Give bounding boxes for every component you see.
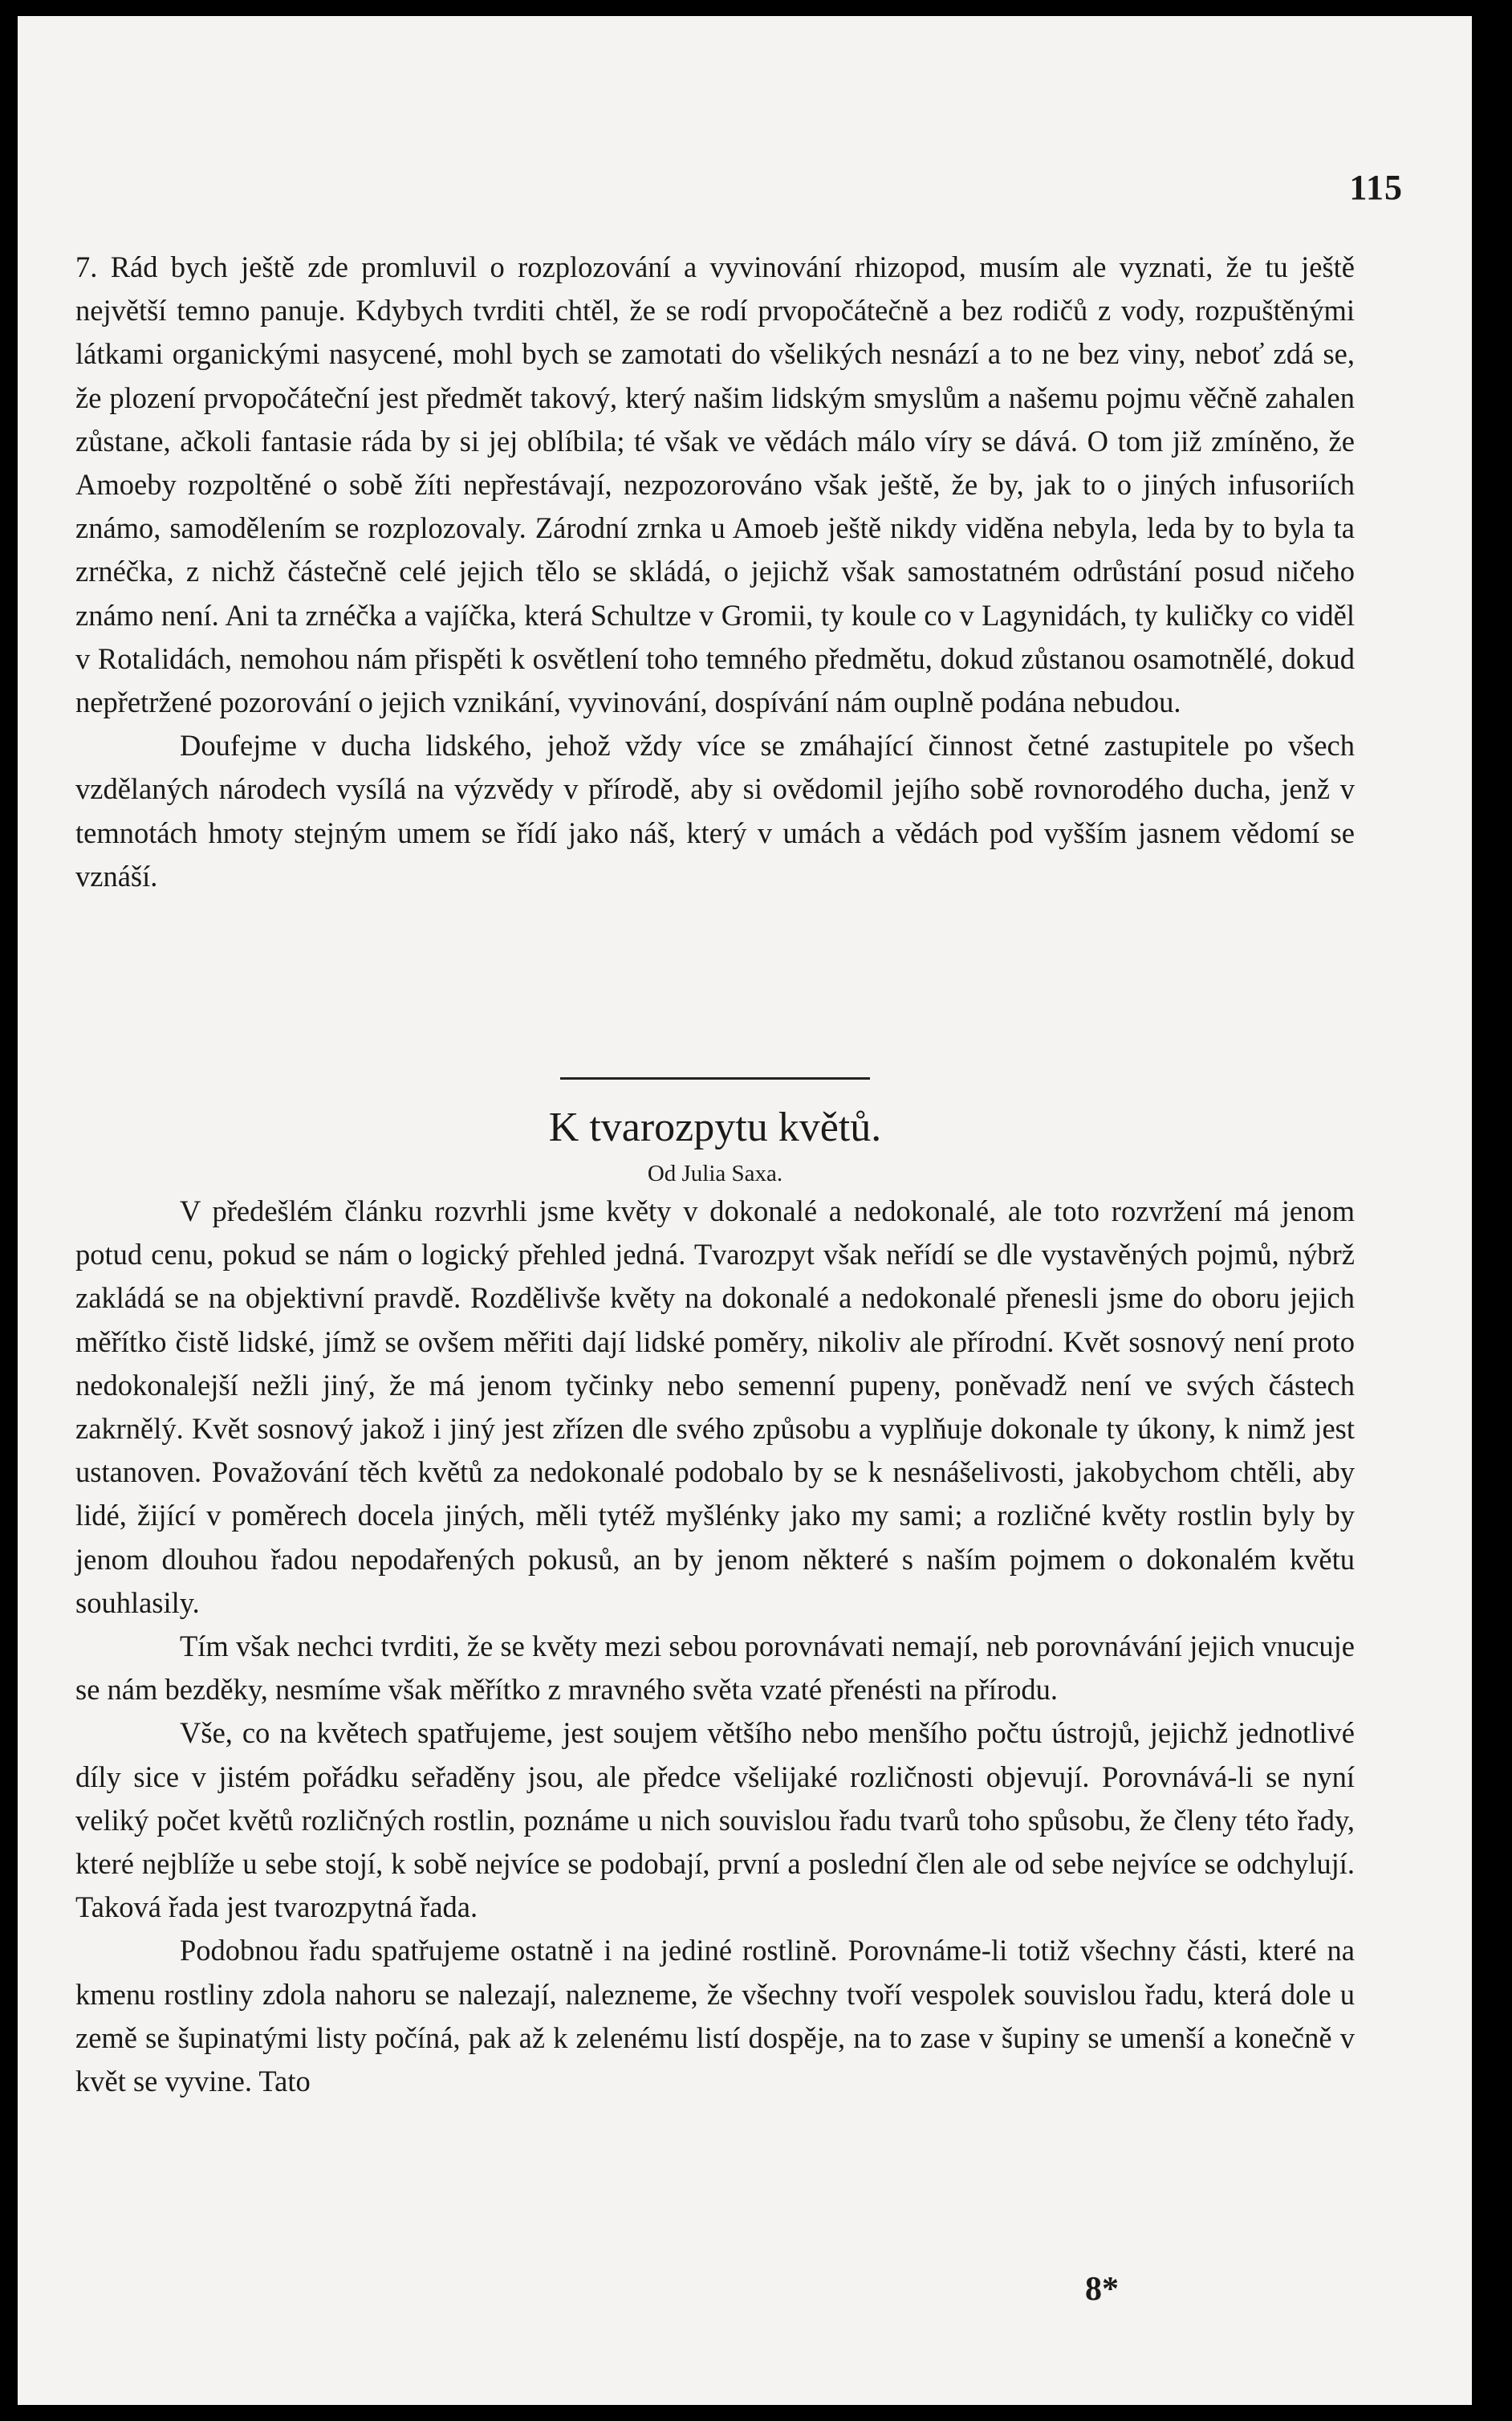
signature-mark: 8*: [1085, 2271, 1119, 2308]
paragraph: Vše, co na květech spatřujeme, jest soujem většího nebo menšího počtu ústrojů, jejichž jednotlivé díly sice v jistém pořádku seřaděny jsou, ale předce všelijaké rozličnosti objevují. Porovnává-li se nyní veliký počet květů rozličných rostlin, poznáme u nich souvislou řadu tvarů toho spůsobu, že členy této řady, které nejblíže u sebe stojí, k sobě nejvíce se podobají, první a poslední člen ale od sebe nejvíce se odchylují. Taková řada jest tvarozpytná řada.: [75, 1716, 1355, 1924]
paragraph: Doufejme v ducha lidského, jehož vždy více se zmáhající činnost četné zastupitele po všech vzdělaných národech vysílá na výzvědy v přírodě, aby si ovědomil jejího sobě rovnorodého ducha, jenž v temnotách hmoty stejným umem se řídí jako náš, který v umách a vědách pod vyšším jasnem vědomí se vznáší.: [75, 729, 1355, 893]
paragraph: Tím však nechci tvrditi, že se květy mezi sebou porovnávati nemají, neb porovnávání jejich vnucuje se nám bezděky, nesmíme však měřítko z mravného světa vzaté přenésti na přírodu.: [75, 1630, 1355, 1707]
scanned-page: [18, 16, 1472, 2405]
paragraph: Podobnou řadu spatřujeme ostatně i na jediné rostlině. Porovnáme-li totiž všechny části, které na kmenu rostliny zdola nahoru se nalezají, nalezneme, že všechny tvoří vespolek souvislou řadu, která dole u země se šupinatými listy počíná, pak až k zelenému listí dospěje, na to zase v šupiny se umenší a konečně v květ se vyvine. Tato: [75, 1934, 1355, 2098]
paragraph: V předešlém článku rozvrhli jsme květy v dokonalé a nedokonalé, ale toto rozvržení má jenom potud cenu, pokud se nám o logický přehled jedná. Tvarozpyt však neřídí se dle vystavěných pojmů, nýbrž zakládá se na objektivní pravdě. Rozdělivše květy na dokonalé a nedokonalé přenesli jsme do oboru jejich měřítko čistě lidské, jímž se ovšem měřiti dají lidské poměry, nikoliv ale přírodní. Květ sosnový není proto nedokonalejší nežli jiný, že má jenom tyčinky nebo semenní pupeny, poněvadž není ve svých částech zakrnělý. Květ sosnový jakož i jiný jest zřízen dle svého způsobu a vyplňuje dokonale ty úkony, k nimž jest ustanoven. Považování těch květů za nedokonalé podobalo by se k nesnášelivosti, jakobychom chtěli, aby lidé, žijící v poměrech docela jiných, měli tytéž myšlénky jako my sami; a rozličné květy rostlin byly by jenom dlouhou řadou nepodařených pokusů, an by jenom některé s naším pojmem o dokonalém květu souhlasily.: [75, 1194, 1355, 1619]
article-title: K tvarozpytu květů.: [548, 1105, 882, 1150]
page-number: 115: [1349, 168, 1403, 207]
article-body: [75, 1190, 1355, 2103]
paragraph: 7. Rád bych ještě zde promluvil o rozplozování a vyvinování rhizopod, musím ale vyznati, že tu ještě největší temno panuje. Kdybych tvrditi chtěl, že se rodí prvopočátečně a bez rodičů z vody, rozpuštěnými látkami organickými nasycené, mohl bych se zamotati do všelikých nesnází a to ne bez viny, neboť zdá se, že plození prvopočáteční jest předmět takový, který našim lidským smyslům a našemu pojmu věčně zahalen zůstane, ačkoli fantasie ráda by si jej oblíbila; té však ve vědách málo víry se dává. O tom již zmíněno, že Amoeby rozpoltěné o sobě žíti nepřestávají, nezpozorováno však ještě, že by, jak to o jiných infusoriích známo, samodělením se rozplozovaly. Zárodní zrnka u Amoeb ještě nikdy viděna nebyla, leda by to byla ta zrnéčka, z nichž částečně celé jejich tělo se skládá, o jejichž však samostatném odrůstání posud ničeho známo není. Ani ta zrnéčka a vajíčka, která Schultze v Gromii, ty koule co v Lagynidách, ty kuličky co viděl v Rotalidách, nemohou nám přispěti k osvětlení toho temného předmětu, dokud zůstanou osamotnělé, dokud nepřetržené pozorování o jejich vznikání, vyvinování, dospívání nám ouplně podána nebudou.: [75, 250, 1355, 719]
section-divider: [560, 1077, 870, 1080]
section-7-text: [75, 246, 1355, 898]
article-author: Od Julia Saxa.: [647, 1161, 783, 1186]
